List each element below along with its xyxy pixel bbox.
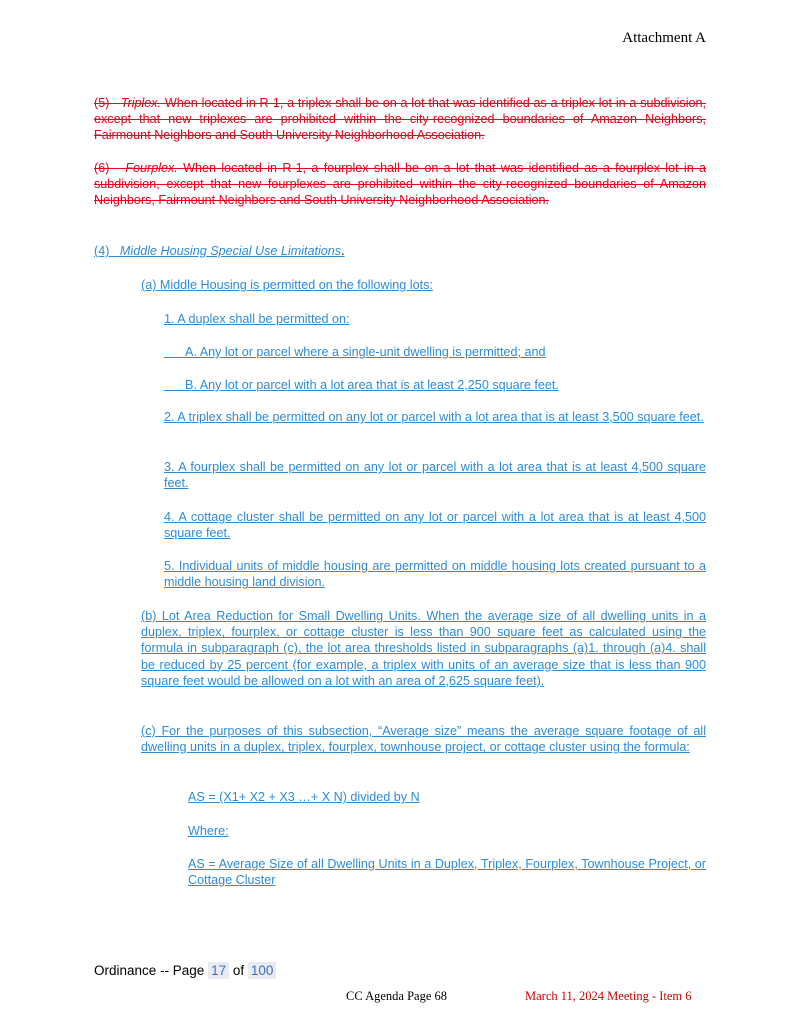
ordinance-label: Ordinance -- Page: [94, 963, 205, 978]
total-pages: 100: [248, 962, 277, 979]
where-label: Where:: [188, 824, 229, 838]
formula: AS = (X1+ X2 + X3 …+ X N) divided by N: [188, 790, 420, 804]
section-4-heading: [94, 243, 706, 259]
of-label: of: [232, 963, 245, 978]
p6-number: (6): [94, 161, 110, 175]
item-a1-B: [164, 377, 706, 393]
as-definition: AS = Average Size of all Dwelling Units in a Duplex, Triplex, Fourplex, Townhouse Project, or Cottage Cluster: [188, 857, 706, 888]
s4-period: .: [341, 244, 345, 258]
item-a4: 4. A cottage cluster shall be permitted on any lot or parcel with a lot area that is at least 4,500 square feet.: [164, 510, 706, 541]
s4-title: Middle Housing Special Use Limitations: [119, 244, 342, 258]
s4-number: (4): [94, 244, 110, 258]
item-a1: 1. A duplex shall be permitted on:: [164, 312, 350, 326]
deleted-paragraph-6: [94, 160, 706, 209]
attachment-label: Attachment A: [622, 30, 706, 46]
p6-text: When located in R-1, a fourplex shall be on a lot that was identified as a fourplex lot in a subdivision, except that new fourplexes are prohibited within the city-recognized boundaries of Amazon Neighbors, Fairmount Neighbors and South University Neighborhood Association.: [94, 161, 706, 208]
subsection-b: (b) Lot Area Reduction for Small Dwelling Units. When the average size of all dwelling units in a duplex, triplex, fourplex, or cottage cluster is less than 900 square feet as calculated using the formula in subparagraph (c), the lot area thresholds listed in subparagraphs (a)1. through (a)4. shall be reduced by 25 percent (for example, a triplex with units of an average size that is less than 900 square feet would be allowed on a lot with an area of 2,625 square feet).: [141, 609, 706, 688]
subsection-c: (c) For the purposes of this subsection, “Average size” means the average square footage of all dwelling units in a duplex, triplex, fourplex, townhouse project, or cottage cluster using the formula:: [141, 724, 706, 755]
p5-text: When located in R-1, a triplex shall be on a lot that was identified as a triplex lot in a subdivision, except that new triplexes are prohibited within the city-recognized boundaries of Amazon Neighbors, Fairmount Neighbors and South University Neighborhood Association.: [94, 96, 706, 143]
p5-title: Triplex.: [120, 96, 162, 110]
meeting-info: March 11, 2024 Meeting - Item 6: [525, 989, 692, 1003]
a1A-text: A. Any lot or parcel where a single-unit dwelling is permitted; and: [185, 345, 546, 359]
subsection-a: (a) Middle Housing is permitted on the following lots:: [141, 278, 433, 292]
deleted-paragraph-5: [94, 95, 706, 144]
agenda-page: CC Agenda Page 68: [346, 989, 448, 1003]
page-number: 17: [208, 962, 229, 979]
p5-number: (5): [94, 96, 110, 110]
ordinance-footer: [94, 963, 276, 978]
a1B-text: B. Any lot or parcel with a lot area that is at least 2,250 square feet.: [185, 378, 559, 392]
item-a1-A: [164, 344, 706, 360]
item-a2: 2. A triplex shall be permitted on any lot or parcel with a lot area that is at least 3,500 square feet.: [164, 410, 704, 424]
p6-title: Fourplex.: [125, 161, 178, 175]
item-a5: 5. Individual units of middle housing are permitted on middle housing lots created pursuant to a middle housing land division.: [164, 559, 706, 590]
item-a3: 3. A fourplex shall be permitted on any lot or parcel with a lot area that is at least 4,500 square feet.: [164, 460, 706, 491]
